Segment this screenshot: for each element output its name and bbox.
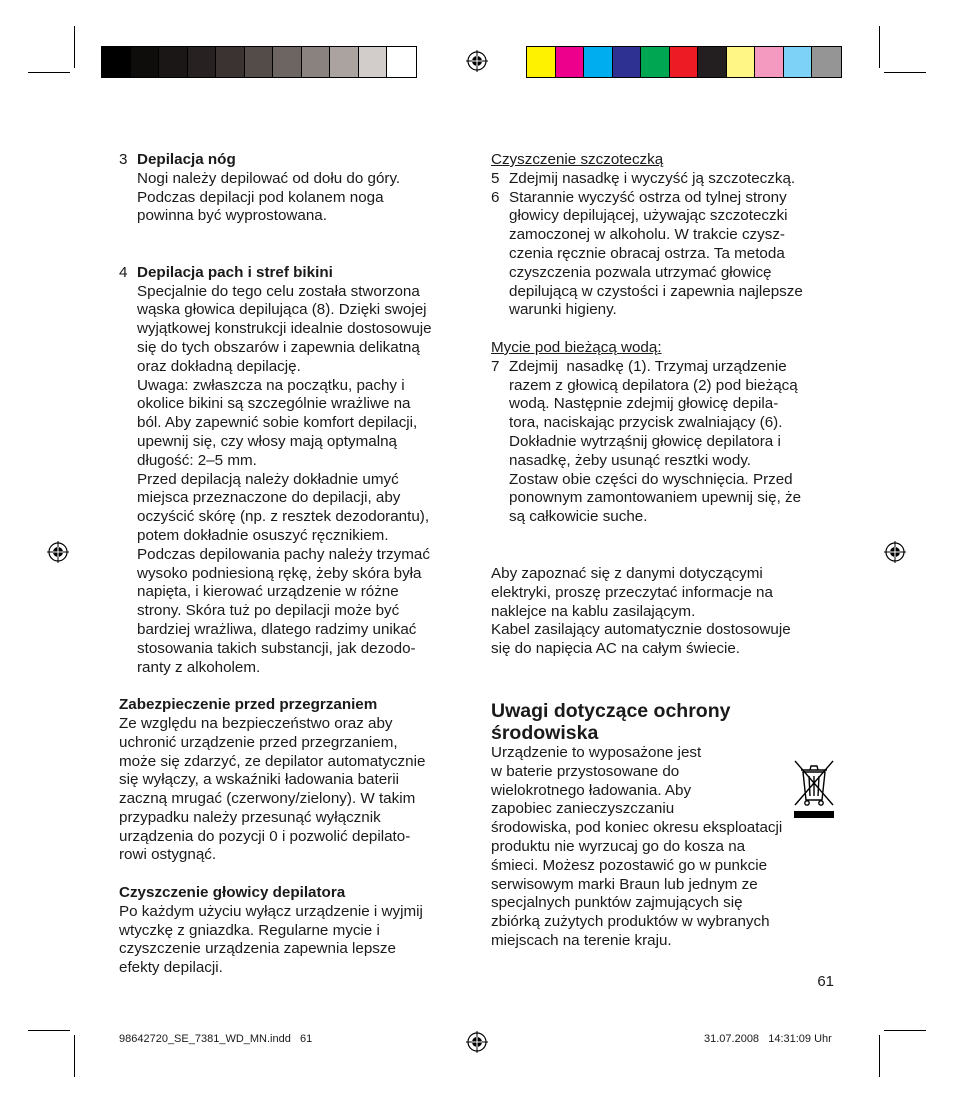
color-swatch (527, 47, 556, 77)
text-line: wodą. Następnie zdejmij głowicę depila- (509, 395, 779, 413)
text-line: potem dokładnie osuszyć ręcznikiem. (137, 526, 389, 544)
text-line: czyszczenia pozwala utrzymać głowicę (509, 263, 772, 281)
text-line: długość: 2–5 mm. (137, 451, 257, 469)
item-number: 3 (119, 151, 128, 168)
color-swatch (812, 47, 841, 77)
section-title: Czyszczenie głowicy depilatora (119, 884, 346, 902)
color-swatch (613, 47, 642, 77)
text-line: zamoczonej w alkoholu. W trakcie czysz- (509, 226, 785, 244)
left-column (119, 151, 464, 978)
registration-mark-icon (884, 541, 906, 563)
text-line: Ze względu na bezpieczeństwo oraz aby (119, 714, 393, 732)
color-swatch (784, 47, 813, 77)
text-line: przypadku należy przesunąć wyłącznik (119, 808, 381, 826)
text-line: rowi ostygnąć. (119, 846, 217, 864)
text-line: zaczną mrugać (czerwony/zielony). W takim (119, 790, 416, 808)
crop-mark (879, 26, 880, 68)
text-line: ponownym zamontowaniem upewnij się, że (509, 489, 802, 507)
color-swatch (387, 47, 416, 77)
text-line: naklejce na kablu zasilającym. (491, 602, 696, 620)
item-number: 6 (491, 188, 500, 206)
step-item (491, 358, 841, 527)
section-body (137, 283, 464, 678)
section-overheat-protection (119, 696, 464, 865)
text-line: wyjątkowej konstrukcji idealnie dostosowuje (137, 320, 432, 338)
text-line: się do napięcia AC na całym świecie. (491, 640, 741, 658)
text-line: serwisowym marki Braun lub jednym ze (491, 875, 758, 893)
color-swatch (641, 47, 670, 77)
text-line: oraz dokładną depilację. (137, 357, 301, 375)
section-brush-cleaning (491, 151, 841, 320)
text-line: się do tych obszarów i zapewnia delikatną (137, 338, 420, 356)
crop-mark (884, 72, 926, 73)
text-line: czyszczenie urządzenia zapewnia lepsze (119, 940, 396, 958)
section-subtitle: Mycie pod bieżącą wodą: (491, 338, 662, 356)
text-line: Po każdym użyciu wyłącz urządzenie i wyjmij (119, 902, 423, 920)
text-line: miejsca przeznaczone do depilacji, aby (137, 489, 401, 507)
step-item (491, 170, 841, 189)
text-line: Dokładnie wytrząśnij głowicę depilatora i (509, 432, 781, 450)
color-swatch (584, 47, 613, 77)
section-body (491, 744, 841, 951)
text-line: zbiórką zużytych produktów w wybranych (491, 913, 770, 931)
text-line: stosowania takich substancji, jak dezodo- (137, 639, 416, 657)
text-line: wtyczkę z gniazdka. Regularne mycie i (119, 921, 380, 939)
text-line: są całkowicie suche. (509, 508, 648, 526)
text-line: uchronić urządzenie przed przegrzaniem, (119, 733, 398, 751)
page-number: 61 (817, 973, 834, 990)
crop-mark (884, 1030, 926, 1031)
text-line: napięta, i kierować urządzenie w różne (137, 583, 399, 601)
text-line: bardziej wrażliwa, dlatego radzimy unikać (137, 620, 417, 638)
crop-mark (74, 26, 75, 68)
step-body (509, 189, 841, 321)
text-line: w baterie przystosowane do (491, 762, 680, 780)
step-body (509, 170, 841, 189)
color-swatch (330, 47, 359, 77)
section-environment (491, 700, 841, 951)
text-line: wysoko podniesioną rękę, żeby skóra była (137, 564, 422, 582)
section-cleaning-head (119, 884, 464, 978)
color-swatch (727, 47, 756, 77)
text-line: Podczas depilacji pod kolanem noga (137, 188, 384, 206)
section-heading: Uwagi dotyczące ochrony (491, 699, 731, 722)
color-swatch (556, 47, 585, 77)
section-heading: środowiska (491, 721, 599, 744)
text-line: może się zdarzyć, ze depilator automatycznie (119, 752, 426, 770)
section-title: Depilacja pach i stref bikini (137, 263, 333, 281)
grayscale-color-bar (101, 46, 417, 78)
text-line: Przed depilacją należy dokładnie umyć (137, 470, 399, 488)
text-line: Podczas depilowania pachy należy trzymać (137, 545, 430, 563)
text-line: śmieci. Możesz pozostawić go w punkcie (491, 856, 768, 874)
text-line: Specjalnie do tego celu została stworzona (137, 282, 420, 300)
section-body (137, 170, 464, 226)
section-subtitle: Czyszczenie szczoteczką (491, 151, 664, 168)
section-leg-depilation (119, 151, 464, 226)
text-line: strony. Skóra tuż po depilacji może być (137, 602, 400, 620)
text-line: efekty depilacji. (119, 959, 223, 977)
text-line: produktu nie wyrzucaj go do kosza na (491, 837, 746, 855)
right-column (491, 151, 841, 951)
text-line: wielokrotnego ładowania. Aby (491, 781, 692, 799)
section-underarm-bikini (119, 264, 464, 678)
footer-timestamp: 31.07.2008 14:31:09 Uhr (704, 1033, 832, 1045)
color-swatch (216, 47, 245, 77)
footer-file-name: 98642720_SE_7381_WD_MN.indd 61 (119, 1033, 313, 1045)
color-swatch (188, 47, 217, 77)
color-swatch (670, 47, 699, 77)
crop-mark (74, 1035, 75, 1077)
color-swatch (131, 47, 160, 77)
text-line: elektryki, proszę przeczytać informacje na (491, 583, 773, 601)
text-line: się wyłączy, a wskaźniki ładowania baterii (119, 771, 399, 789)
text-line: Aby zapoznać się z danymi dotyczącymi (491, 564, 763, 582)
text-line: Urządzenie to wyposażone jest (491, 743, 702, 761)
section-water-cleaning (491, 339, 841, 527)
text-line: zapobiec zanieczyszczaniu (491, 800, 675, 818)
text-line: razem z głowicą depilatora (2) pod bieżącą (509, 376, 798, 394)
color-swatch (273, 47, 302, 77)
text-line: specjalnych punktów zajmujących się (491, 894, 743, 912)
text-line: ranty z alkoholem. (137, 658, 261, 676)
registration-mark-icon (466, 1031, 488, 1053)
crossed-out-wheelie-bin-icon (792, 758, 836, 820)
section-body (119, 903, 464, 978)
section-title: Depilacja nóg (137, 151, 236, 168)
text-line: czenia ręcznie obracaj ostrza. Ta metoda (509, 244, 785, 262)
color-swatch (698, 47, 727, 77)
text-line: okolice bikini są szczególnie wrażliwe na (137, 395, 411, 413)
item-number: 4 (119, 263, 128, 281)
step-item (491, 189, 841, 321)
color-swatch (245, 47, 274, 77)
text-line: Nogi należy depilować od dołu do góry. (137, 169, 401, 187)
text-line: Uwaga: zwłaszcza na początku, pachy i (137, 376, 405, 394)
text-line: depilującą w czystości i zapewnia najlepsze (509, 282, 803, 300)
step-body (509, 358, 841, 527)
section-title: Zabezpieczenie przed przegrzaniem (119, 696, 378, 714)
process-color-bar (526, 46, 842, 78)
color-swatch (755, 47, 784, 77)
text-line: nasadkę, żeby usunąć resztki wody. (509, 451, 751, 469)
section-body (491, 565, 841, 659)
text-line: środowiska, pod koniec okresu eksploatacji (491, 819, 783, 837)
text-line: Zdejmij nasadkę (1). Trzymaj urządzenie (509, 357, 787, 375)
item-number: 5 (491, 169, 500, 187)
text-line: urządzenia do pozycji 0 i pozwolić depilato- (119, 827, 411, 845)
text-line: upewnij się, czy włosy mają optymalną (137, 432, 397, 450)
item-number: 7 (491, 357, 500, 375)
text-line: Zostaw obie części do wyschnięcia. Przed (509, 470, 793, 488)
registration-mark-icon (47, 541, 69, 563)
text-line: Starannie wyczyść ostrza od tylnej strony (509, 188, 787, 206)
text-line: warunki higieny. (509, 301, 617, 319)
crop-mark (28, 1030, 70, 1031)
text-line: wąska głowica depilująca (8). Dzięki swojej (137, 301, 427, 319)
color-swatch (359, 47, 388, 77)
crop-mark (879, 1035, 880, 1077)
section-body (119, 715, 464, 865)
color-swatch (302, 47, 331, 77)
text-line: Kabel zasilający automatycznie dostosowuje (491, 621, 791, 639)
crop-mark (28, 72, 70, 73)
color-swatch (159, 47, 188, 77)
text-line: Zdejmij nasadkę i wyczyść ją szczoteczką. (509, 169, 796, 187)
text-line: tora, naciskając przycisk zwalniający (6). (509, 414, 783, 432)
registration-mark-icon (466, 50, 488, 72)
text-line: ból. Aby zapewnić sobie komfort depilacji, (137, 414, 418, 432)
text-line: miejscach na terenie kraju. (491, 931, 672, 949)
section-electrical-info (491, 565, 841, 659)
text-line: głowicy depilującej, używając szczoteczki (509, 207, 788, 225)
color-swatch (102, 47, 131, 77)
text-line: oczyścić skórę (np. z resztek dezodorantu), (137, 508, 430, 526)
text-line: powinna być wyprostowana. (137, 207, 327, 225)
